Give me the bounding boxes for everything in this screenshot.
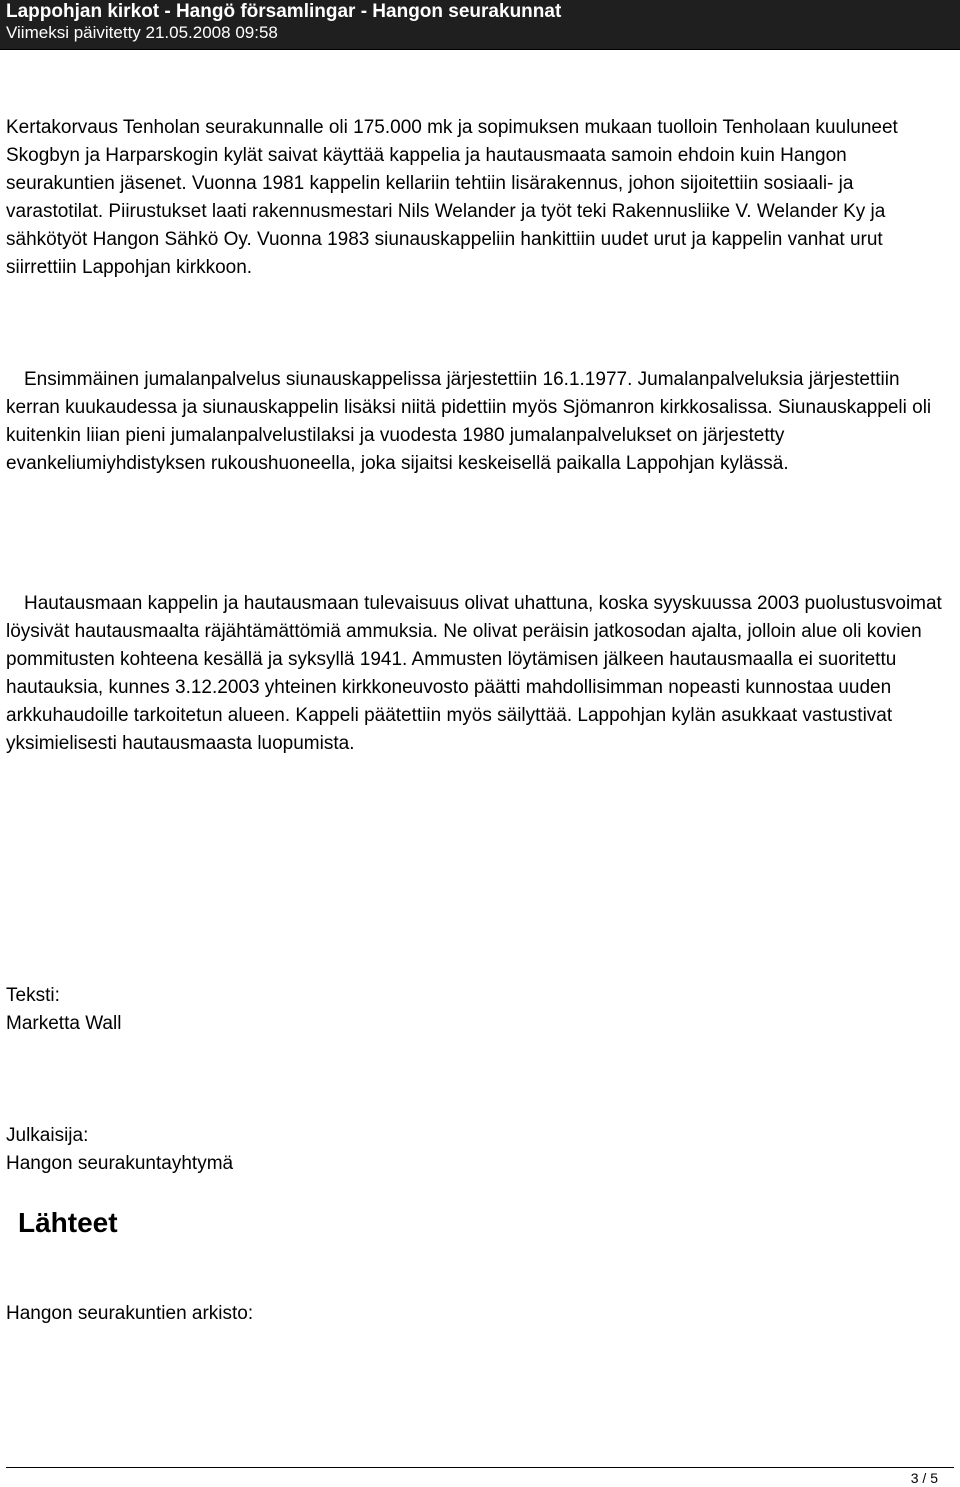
sources-heading: Lähteet [18,1207,118,1238]
article-paragraph-text: Hautausmaan kappelin ja hautausmaan tulevaisuus olivat uhattuna, koska syyskuussa 2003 puolustusvoimat löysivät hautausmaalta räjähtämättömiä ammuksia. Ne olivat peräisin jatkosodan ajalta, jolloin alue oli kovien pommitusten kohteena kesällä ja syksyllä 1941. Ammusten löytämisen jälkeen hautausmaalla ei suoritettu hautauksia, kunnes 3.12.2003 yhteinen kirkkoneuvosto päätti mahdollisimman nopeasti kunnostaa uuden arkkuhaudoille tarkoitetun alueen. Kappeli päätettiin myös säilyttää. Lappohjan kylän asukkaat vastustivat yksimielisesti hautausmaasta luopumista. [6,593,942,754]
article-paragraph-text: Ensimmäinen jumalanpalvelus siunauskappelissa järjestettiin 16.1.1977. Jumalanpalveluksia järjestettiin kerran kuukaudessa ja siunauskappelin lisäksi niitä pidettiin myös Sjömanron kirkkosalissa. Siunauskappeli oli kuitenkin liian pieni jumalanpalvelustilaksi ja vuodesta 1980 jumalanpalvelukset on järjestetty evankeliumiyhdistyksen rukoushuoneella, joka sijaitsi keskeisellä paikalla Lappohjan kylässä. [6,369,932,474]
page-number: 3 / 5 [910,1470,938,1486]
page-header [0,0,960,50]
publisher-label: Julkaisija: [6,1125,89,1146]
footer-divider [6,1467,954,1468]
text-author-name: Marketta Wall [6,1013,122,1034]
publisher-name: Hangon seurakuntayhtymä [6,1153,234,1174]
article-paragraph [6,366,954,478]
article-paragraph [6,590,954,758]
source-archive-label: Hangon seurakuntien arkisto: [6,1303,254,1324]
last-updated-text: Viimeksi päivitetty 21.05.2008 09:58 [6,23,278,42]
document-title: Lappohjan kirkot - Hangö församlingar - Hangon seurakunnat [6,1,562,22]
text-author-label: Teksti: [6,985,60,1006]
article-paragraph: Kertakorvaus Tenholan seurakunnalle oli 175.000 mk ja sopimuksen mukaan tuolloin Tenholaan kuuluneet Skogbyn ja Harparskogin kylät saivat käyttää kappelia ja hautausmaata samoin ehdoin kuin Hangon seurakuntien jäsenet. Vuonna 1981 kappelin kellariin tehtiin lisärakennus, johon sijoitettiin sosiaali- ja varastotilat. Piirustukset laati rakennusmestari Nils Welander ja työt teki Rakennusliike V. Welander Ky ja sähkötyöt Hangon Sähkö Oy. Vuonna 1983 siunauskappeliin hankittiin uudet urut ja kappelin vanhat urut siirrettiin Lappohjan kirkkoon. [6,117,898,278]
